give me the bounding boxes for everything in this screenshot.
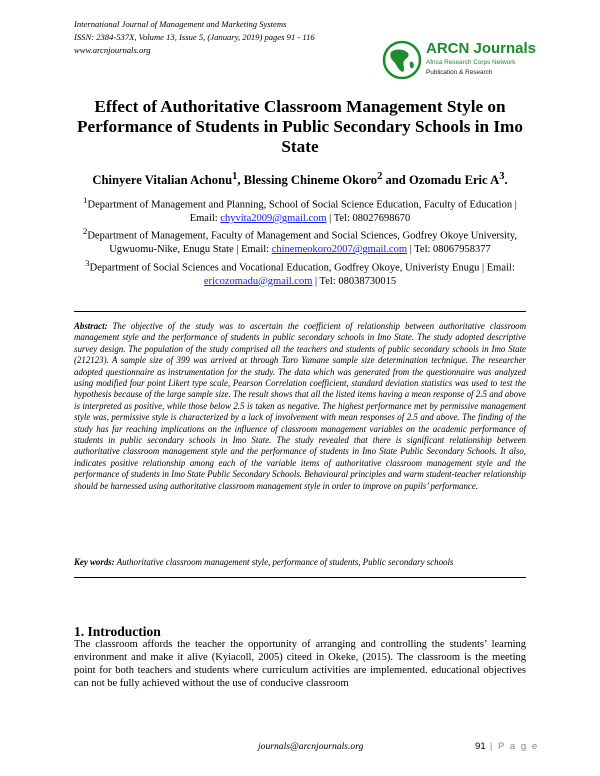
affiliation-2: $^2$Department of Management, Faculty of Management and Social Sciences, Godfrey Okoye University, Ugwuomu-Nike, Enugu State | Email: chinemeokoro2007@gmail.com | Tel: 08067958377 — [82, 226, 518, 256]
arcn-logo — [382, 38, 542, 84]
affiliation-1: $^1$Department of Management and Planning, School of Social Science Education, Faculty of Education | Email: chyvita2009@gmail.com | Tel: 08027698670 — [83, 195, 517, 224]
logo-subline: Publication & Research — [426, 69, 493, 76]
author-line: Chinyere Vitalian Achonu$^1$, Blessing Chineme Okoro$^2$ and Ozomadu Eric $A^3$. — [92, 171, 508, 188]
logo-tagline: Africa Research Corps Network — [426, 59, 516, 66]
page-number: 91 | P a g e — [475, 741, 539, 752]
abstract-top-rule — [74, 311, 526, 312]
abstract — [74, 321, 526, 492]
abstract-text: The objective of the study was to ascertain the coefficient of relationship between authoritative classroom management style and the performance of students in public secondary schools in Imo State. The study adopted descriptive survey design. The population of the study comprised all the teachers and students of public secondary schools in Imo State (212123). A sample size of 399 was arrived at through Taro Yamane sample size determination technique. The researcher adopted questionnaire as instrumentation for the study. The data which was generated from the questionnaire was analyzed using modified four point Likert type scale, Pearson Correlation coefficient, standard deviation statistics was used to test the hypothesis because of the large sample size. The result shows that all the listed items having a mean response of 2.5 and above is interpreted as positive, while those below 2.5 is taken as negative. The highest performance met by permissive management style was, permissive style is characterized by a lack of involvement with mean responses of 2.5 and above. The finding of the study has far reaching implications on the influence of classroom management variables on the academic performance of students in public secondary schools in Imo State. The study revealed that there is significant relationship between authoritative classroom management style and the performance of students in Imo State Public Secondary Schools. It also, indicates positive relationship among each of the variable items of authoritative classroom management style and the performance of students in Imo State Public Secondary Schools. Behavioural principles and warm student-teacher relationship should be harnessed using authoritative classroom management style in order to improve on pupils’ performance. — [74, 321, 526, 491]
journal-issn: ISSN: 2384-537X, Volume 13, Issue 5, (January, 2019) pages 91 - 116 — [74, 32, 315, 42]
keywords — [74, 557, 526, 568]
journal-website: www.arcnjournals.org — [74, 45, 151, 55]
abstract-bottom-rule — [74, 577, 526, 578]
section-heading: 1. Introduction — [74, 624, 161, 639]
author-name: Chinyere Vitalian Achonu — [92, 173, 233, 188]
keywords-label: Key words: — [74, 557, 115, 567]
abstract-label: Abstract: — [74, 321, 108, 331]
affiliation-3: $^3$Department of Social Sciences and Vocational Education, Godfrey Okoye, Univeristy Enugu | Email: ericozomadu@gmail.com | Tel: 08038730015 — [85, 257, 515, 287]
introduction-text: The classroom affords the teacher the opportunity of arranging and controlling the students’ learning environment and make it alive (Kyiacoll, 2005) citeed in Okeke, (2015). The classroom is the meeting point for both teachers and students where curriculum activities are implemented. educational objectives can not be fully achieved without the use of conducive classroom — [74, 639, 526, 689]
journal-name: International Journal of Management and Marketing Systems — [74, 19, 287, 29]
author-name: Ozomadu Eric A — [408, 173, 500, 188]
journal-header — [74, 18, 315, 57]
email-link[interactable]: chinemeokoro2007@gmail.com — [271, 244, 408, 256]
footer-email: journals@arcnjournals.org — [258, 741, 364, 752]
author-name: Blessing Chineme Okoro — [243, 173, 378, 188]
affiliations — [74, 194, 526, 288]
globe-icon — [382, 40, 422, 80]
email-link[interactable]: ericozomadu@gmail.com — [203, 275, 313, 287]
email-link[interactable]: chyvita2009@gmail.com — [220, 212, 327, 224]
paper-title: Effect of Authoritative Classroom Management Style on Performance of Students in Public Secondary Schools in Imo State — [77, 97, 523, 156]
keywords-text: Authoritative classroom management style, performance of students, Public secondary schools — [114, 557, 454, 567]
logo-brand: ARCN Journals — [426, 40, 537, 57]
